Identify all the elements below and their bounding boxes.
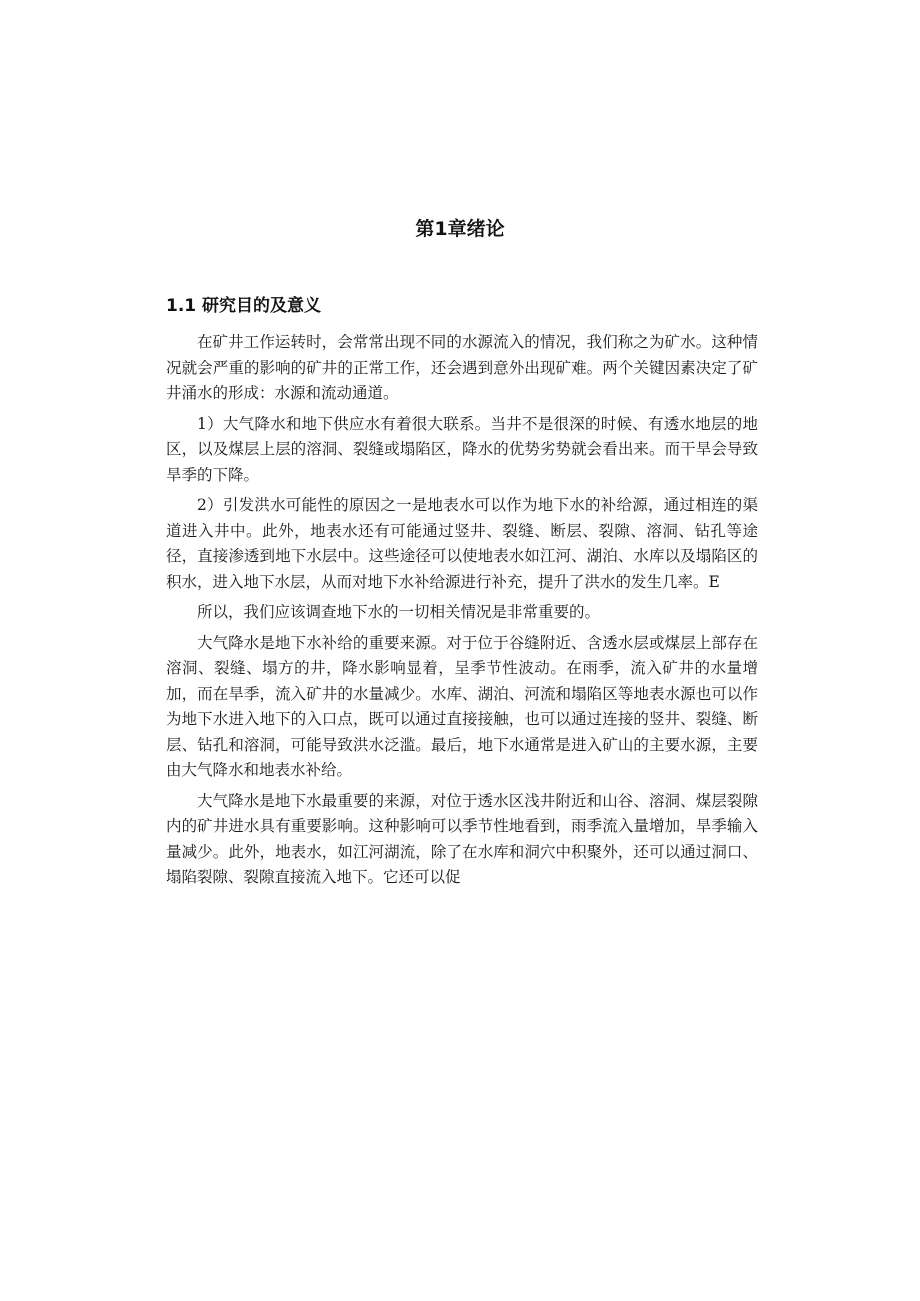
paragraph-item-1: 1）大气降水和地下供应水有着很大联系。当井不是很深的时候、有透水地层的地区，以及煤层上层的溶洞、裂缝或塌陷区，降水的优势劣势就会看出来。而干旱会导致旱季的下降。 [166,414,758,484]
paragraph-intro: 在矿井工作运转时，会常常出现不同的水源流入的情况，我们称之为矿水。这种情况就会严重的影响的矿井的正常工作，还会遇到意外出现矿难。两个关键因素决定了矿井涌水的形成：水源和流动通道。 [166,333,758,402]
chapter-title: 第1章绪论 [415,218,505,240]
paragraph-item-2: 2）引发洪水可能性的原因之一是地表水可以作为地下水的补给源，通过相连的渠道进入井中。此外，地表水还有可能通过竖井、裂缝、断层、裂隙、溶洞、钻孔等途径，直接渗透到地下水层中。这些途径可以使地表水如江河、湖泊、水库以及塌陷区的积水，进入地下水层，从而对地下水补给源进行补充，提升了洪水的发生几率。E [166,496,758,591]
body-text [166,330,758,896]
paragraph-groundwater: 大气降水是地下水最重要的来源，对位于透水区浅井附近和山谷、溶洞、煤层裂隙内的矿井进水具有重要影响。这种影响可以季节性地看到，雨季流入量增加，旱季输入量减少。此外，地表水，如江河湖流，除了在水库和洞穴中积聚外，还可以通过洞口、塌陷裂隙、裂隙直接流入地下。它还可以促 [166,791,758,886]
section-title: 1.1 研究目的及意义 [166,296,322,316]
paragraph-precipitation: 大气降水是地下水补给的重要来源。对于位于谷缝附近、含透水层或煤层上部存在溶洞、裂缝、塌方的井，降水影响显着，呈季节性波动。在雨季，流入矿井的水量增加，而在旱季，流入矿井的水量减少。水库、湖泊、河流和塌陷区等地表水源也可以作为地下水进入地下的入口点，既可以通过直接接触，也可以通过连接的竖井、裂缝、断层、钻孔和溶洞，可能导致洪水泛滥。最后，地下水通常是进入矿山的主要水源，主要由大气降水和地表水补给。 [166,633,758,779]
paragraph-conclusion: 所以，我们应该调查地下水的一切相关情况是非常重要的。 [197,603,601,621]
